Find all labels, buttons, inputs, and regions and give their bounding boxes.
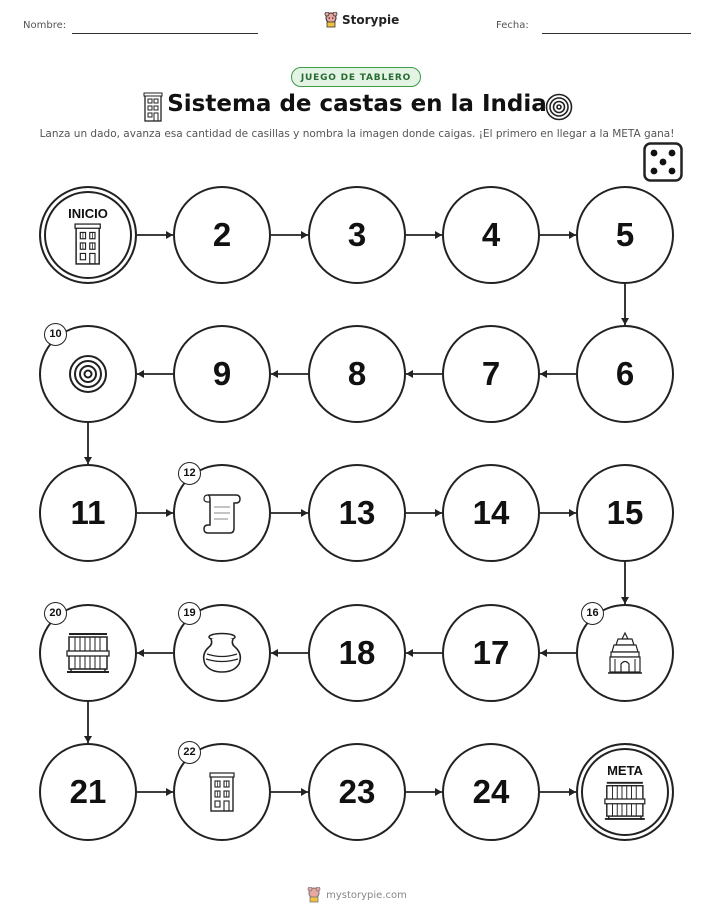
name-label: Nombre: [23, 20, 67, 31]
board-space-23 [308, 743, 406, 841]
target-icon [68, 354, 108, 394]
path-arrow [271, 649, 308, 657]
footer [0, 887, 714, 903]
path-arrow [621, 284, 629, 325]
space-number-badge: 10 [44, 323, 67, 346]
path-arrow [271, 788, 308, 796]
loom-icon [603, 780, 647, 822]
board-space-18 [308, 604, 406, 702]
space-number: 21 [69, 773, 107, 810]
space-number: 11 [70, 494, 106, 531]
board-space-6 [576, 325, 674, 423]
start-space [39, 186, 137, 284]
path-arrow [137, 370, 173, 378]
space-number: 18 [338, 634, 376, 671]
path-arrow [621, 562, 629, 604]
space-number: 17 [472, 634, 510, 671]
path-arrow [406, 509, 442, 517]
building-icon [209, 772, 235, 812]
path-arrow [137, 649, 173, 657]
date-label: Fecha: [496, 20, 529, 31]
space-number: 13 [338, 494, 376, 531]
space-number-badge: 12 [178, 462, 201, 485]
path-arrow [540, 509, 576, 517]
board-space-11 [39, 464, 137, 562]
board-space-2 [173, 186, 271, 284]
path-arrow [137, 231, 173, 239]
path-arrow [540, 231, 576, 239]
path-arrow [540, 788, 576, 796]
space-number-badge: 20 [44, 602, 67, 625]
path-arrow [271, 231, 308, 239]
space-number: 8 [347, 355, 367, 392]
board-space-16 [576, 604, 674, 702]
board-space-3 [308, 186, 406, 284]
path-arrow [406, 788, 442, 796]
space-number: 15 [606, 494, 644, 531]
board-space-21 [39, 743, 137, 841]
path-arrow [84, 423, 92, 464]
space-number: 14 [472, 494, 510, 531]
space-number: 24 [472, 773, 510, 810]
board-space-4 [442, 186, 540, 284]
board-space-19 [173, 604, 271, 702]
storypie-mascot-icon [307, 887, 321, 903]
building-icon [74, 223, 101, 265]
space-number: 2 [212, 216, 232, 253]
space-number: 5 [615, 216, 635, 253]
temple-icon [606, 631, 644, 675]
board-space-5 [576, 186, 674, 284]
instructions: Lanza un dado, avanza esa cantidad de casillas y nombra la imagen donde caigas. ¡El primero en llegar a la META gana! [39, 128, 675, 140]
path-arrow [271, 370, 308, 378]
finish-space [576, 743, 674, 841]
path-arrow [540, 370, 576, 378]
space-number-badge: 16 [581, 602, 604, 625]
loom-icon [65, 631, 111, 675]
board-space-15 [576, 464, 674, 562]
scroll-icon [200, 490, 244, 536]
space-number-badge: 22 [178, 741, 201, 764]
space-number: 4 [481, 216, 501, 253]
pot-icon [199, 632, 245, 674]
path-arrow [406, 231, 442, 239]
board-space-9 [173, 325, 271, 423]
space-number: 6 [615, 355, 635, 392]
board-space-22 [173, 743, 271, 841]
page-title: Sistema de castas en la India [167, 91, 547, 117]
space-number: 3 [347, 216, 367, 253]
path-arrow [406, 649, 442, 657]
path-arrow [137, 788, 173, 796]
path-arrow [271, 509, 308, 517]
board-space-7 [442, 325, 540, 423]
board-space-24 [442, 743, 540, 841]
board-space-14 [442, 464, 540, 562]
space-number: 7 [481, 355, 501, 392]
finish-label: META [607, 763, 643, 778]
space-number: 9 [212, 355, 232, 392]
start-label: INICIO [68, 206, 108, 221]
path-arrow [406, 370, 442, 378]
brand-name: Storypie [342, 13, 400, 27]
path-arrow [540, 649, 576, 657]
board-space-13 [308, 464, 406, 562]
space-number: 23 [338, 773, 376, 810]
board-space-8 [308, 325, 406, 423]
board-space-10 [39, 325, 137, 423]
footer-url: mystorypie.com [326, 889, 407, 901]
board-space-17 [442, 604, 540, 702]
space-number-badge: 19 [178, 602, 201, 625]
game-type-badge: JUEGO DE TABLERO [291, 67, 421, 87]
board-space-20 [39, 604, 137, 702]
path-arrow [137, 509, 173, 517]
path-arrow [84, 702, 92, 743]
board-space-12 [173, 464, 271, 562]
